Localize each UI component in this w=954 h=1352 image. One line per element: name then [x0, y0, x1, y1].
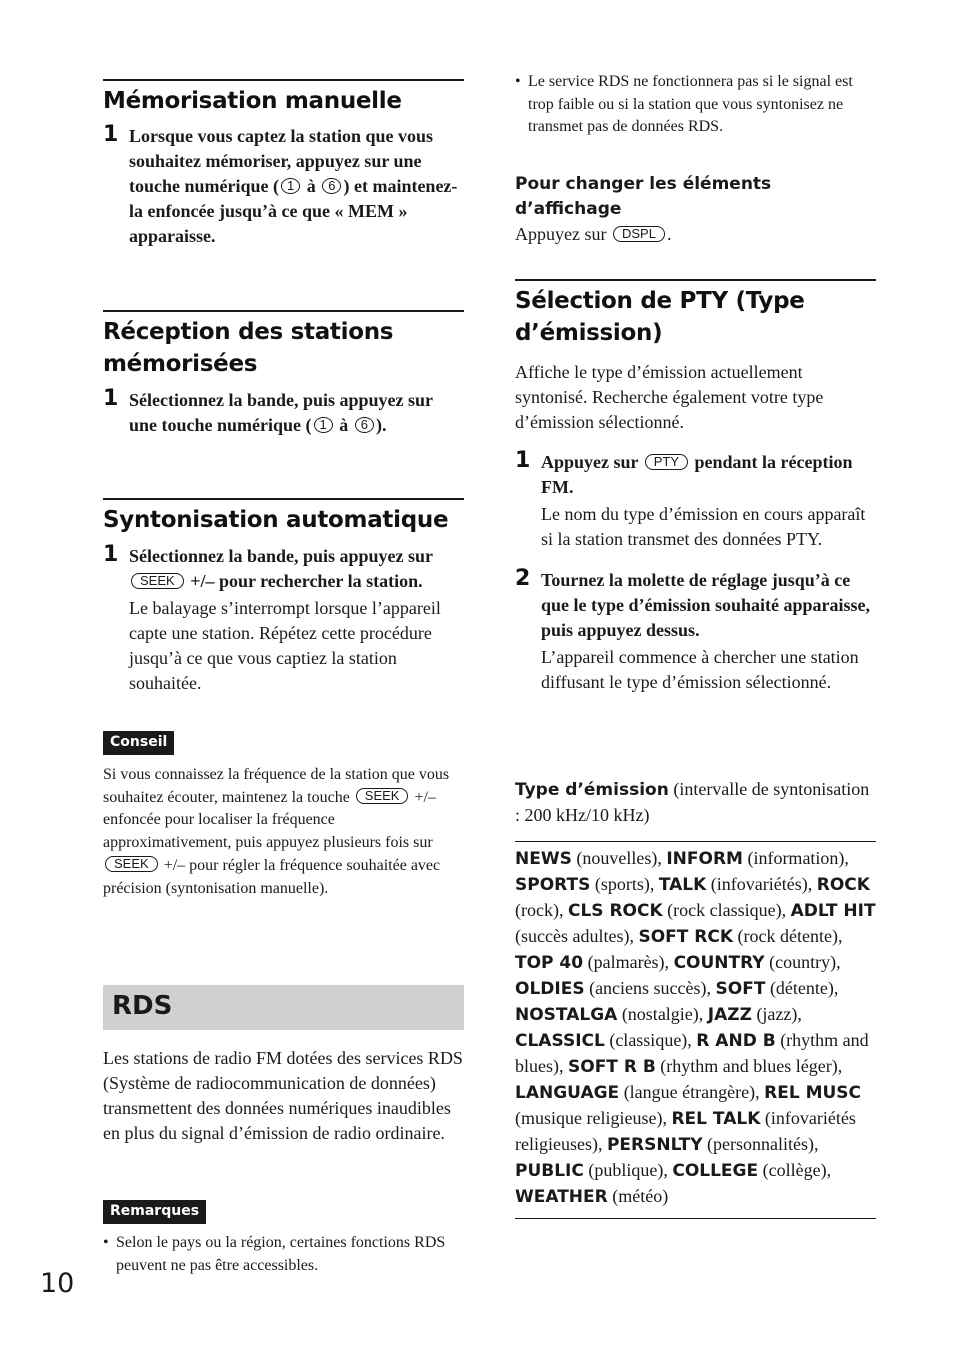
tip-text: Si vous connaissez la fréquence de la station que vous souhaitez écouter, maintenez la touche SEEK +/– enfoncée pour localiser la fréquence approximativement, puis appuyez plusieurs fois sur SEEK +/– pour régler la fréquence souhaitée avec précision (syntonisation manuelle). [103, 766, 450, 897]
pty-code: SOFT [715, 979, 766, 999]
section-title: Mémorisation manuelle [103, 88, 402, 114]
pty-code: PERSNLTY [606, 1135, 703, 1155]
pty-code: WEATHER [515, 1187, 608, 1207]
pty-type-list [515, 846, 876, 1210]
pty-description: (infovariétés religieuses), [515, 1108, 856, 1154]
pty-code: TOP 40 [515, 953, 584, 973]
step-number: 1 [103, 122, 119, 147]
pty-description: (langue étrangère), [619, 1082, 765, 1102]
pty-type-label: Type d’émission [515, 780, 669, 800]
section-rds [103, 985, 464, 1146]
step-1 [103, 124, 464, 249]
pty-type-note: (intervalle de syntonisation : 200 kHz/10 kHz) [515, 779, 870, 825]
seek-key-button: SEEK [356, 788, 409, 804]
pty-code: R AND B [696, 1031, 776, 1051]
key-6-button: 6 [322, 178, 341, 194]
section-pty [515, 279, 876, 695]
key-1-button: 1 [281, 178, 300, 194]
pty-type-list-box [515, 841, 876, 1219]
pty-description: (collège), [758, 1160, 832, 1180]
rds-title-bar: RDS [103, 985, 464, 1030]
step-number: 1 [103, 386, 119, 411]
pty-code: COUNTRY [673, 953, 765, 973]
pty-description: (rhythm and blues), [515, 1030, 869, 1076]
tip-tag: Conseil [103, 731, 174, 755]
display-change-title: Pour changer les éléments d’affichage [515, 174, 772, 219]
notes-tag: Remarques [103, 1200, 206, 1224]
pty-description: (détente), [765, 978, 839, 998]
pty-code: TALK [658, 875, 707, 895]
key-1-button: 1 [314, 417, 333, 433]
step-instruction: Appuyez sur PTY pendant la réception FM. [541, 452, 853, 497]
pty-description: (rhythm and blues léger), [655, 1056, 843, 1076]
display-change-block [515, 172, 876, 247]
seek-key-button: SEEK [105, 856, 158, 872]
pty-code: PUBLIC [515, 1161, 584, 1181]
pty-description: (palmarès), [583, 952, 674, 972]
pty-description: (sports), [590, 874, 659, 894]
step-number: 1 [103, 542, 119, 567]
step-2 [515, 568, 876, 695]
pty-description: (nouvelles), [571, 848, 667, 868]
pty-code: ADLT HIT [790, 901, 876, 921]
step-description: Le balayage s’interrompt lorsque l’appareil capte une station. Répétez cette procédure jusqu’à ce que vous captiez la station souhaitée. [129, 598, 441, 693]
pty-description: (classique), [604, 1030, 697, 1050]
pty-code: SOFT R B [568, 1057, 656, 1077]
rds-body: Les stations de radio FM dotées des services RDS (Système de radiocommunication de données) transmettent des données numériques inaudibles en plus du signal d’émission de radio ordinaire. [103, 1048, 463, 1143]
tip-box [103, 731, 464, 900]
page-number: 10 [40, 1268, 75, 1299]
pty-description: (rock classique), [662, 900, 791, 920]
pty-description: (musique religieuse), [515, 1108, 672, 1128]
pty-code: INFORM [666, 849, 743, 869]
pty-description: (succès adultes), [515, 926, 639, 946]
step-instruction: Lorsque vous captez la station que vous souhaitez mémoriser, appuyez sur une touche numérique ( 1 à 6 ) et maintenez-la enfoncée jusqu’à ce que « MEM » apparaisse. [129, 126, 458, 246]
seek-key-button: SEEK [131, 573, 184, 589]
step-number: 2 [515, 566, 531, 591]
note-item: • Selon le pays ou la région, certaines fonctions RDS peuvent ne pas être accessibles. [103, 1232, 464, 1277]
pty-code: CLS ROCK [567, 901, 663, 921]
section-reception [103, 310, 464, 438]
step-1 [515, 450, 876, 552]
step-1 [103, 388, 464, 438]
key-6-button: 6 [355, 417, 374, 433]
step-description: Le nom du type d’émission en cours apparaît si la station transmet des données PTY. [541, 504, 866, 549]
pty-description: (météo) [607, 1186, 669, 1206]
pty-description: (information), [742, 848, 849, 868]
dspl-key-button: DSPL [613, 226, 665, 242]
pty-code: ROCK [816, 875, 870, 895]
pty-code: SOFT RCK [638, 927, 734, 947]
pty-description: (infovariétés), [706, 874, 817, 894]
step-instruction: Sélectionnez la bande, puis appuyez sur SEEK +/– pour rechercher la station. [129, 546, 433, 591]
pty-code: REL MUSC [764, 1083, 862, 1103]
pty-code: SPORTS [515, 875, 591, 895]
pty-description: (personnalités), [702, 1134, 819, 1154]
pty-code: COLLEGE [672, 1161, 759, 1181]
pty-code: CLASSICL [515, 1031, 605, 1051]
pty-description: (rock), [515, 900, 568, 920]
pty-type-intro [515, 777, 876, 828]
note-item: • Le service RDS ne fonctionnera pas si le signal est trop faible ou si la station que vous syntonisez ne transmet pas de données RDS. [515, 71, 876, 139]
pty-description: (jazz), [751, 1004, 802, 1024]
section-title: Réception des stations mémorisées [103, 319, 394, 377]
pty-intro: Affiche le type d’émission actuellement syntonisé. Recherche également votre type d’émission sélectionné. [515, 362, 824, 432]
pty-description: (anciens succès), [584, 978, 716, 998]
pty-description: (publique), [583, 1160, 673, 1180]
step-instruction: Sélectionnez la bande, puis appuyez sur une touche numérique ( 1 à 6 ). [129, 390, 433, 435]
pty-code: NEWS [515, 849, 572, 869]
step-instruction: Tournez la molette de réglage jusqu’à ce que le type d’émission souhaité apparaisse, puis appuyez dessus. [541, 570, 871, 640]
pty-description: (rock détente), [733, 926, 843, 946]
pty-description: (country), [764, 952, 841, 972]
step-description: L’appareil commence à chercher une station diffusant le type d’émission sélectionné. [541, 647, 859, 692]
step-1 [103, 544, 464, 696]
step-number: 1 [515, 448, 531, 473]
pty-code: LANGUAGE [515, 1083, 620, 1103]
display-change-text: Appuyez sur DSPL . [515, 224, 672, 244]
section-title: Sélection de PTY (Type d’émission) [515, 288, 805, 346]
pty-code: REL TALK [671, 1109, 761, 1129]
pty-code: NOSTALGA [515, 1005, 618, 1025]
section-memorisation [103, 79, 464, 249]
pty-code: OLDIES [515, 979, 585, 999]
pty-code: JAZZ [707, 1005, 752, 1025]
section-syntonisation [103, 498, 464, 696]
pty-description: (nostalgie), [617, 1004, 708, 1024]
section-title: Syntonisation automatique [103, 507, 449, 533]
pty-key-button: PTY [645, 454, 688, 470]
notes-box [103, 1200, 464, 1277]
